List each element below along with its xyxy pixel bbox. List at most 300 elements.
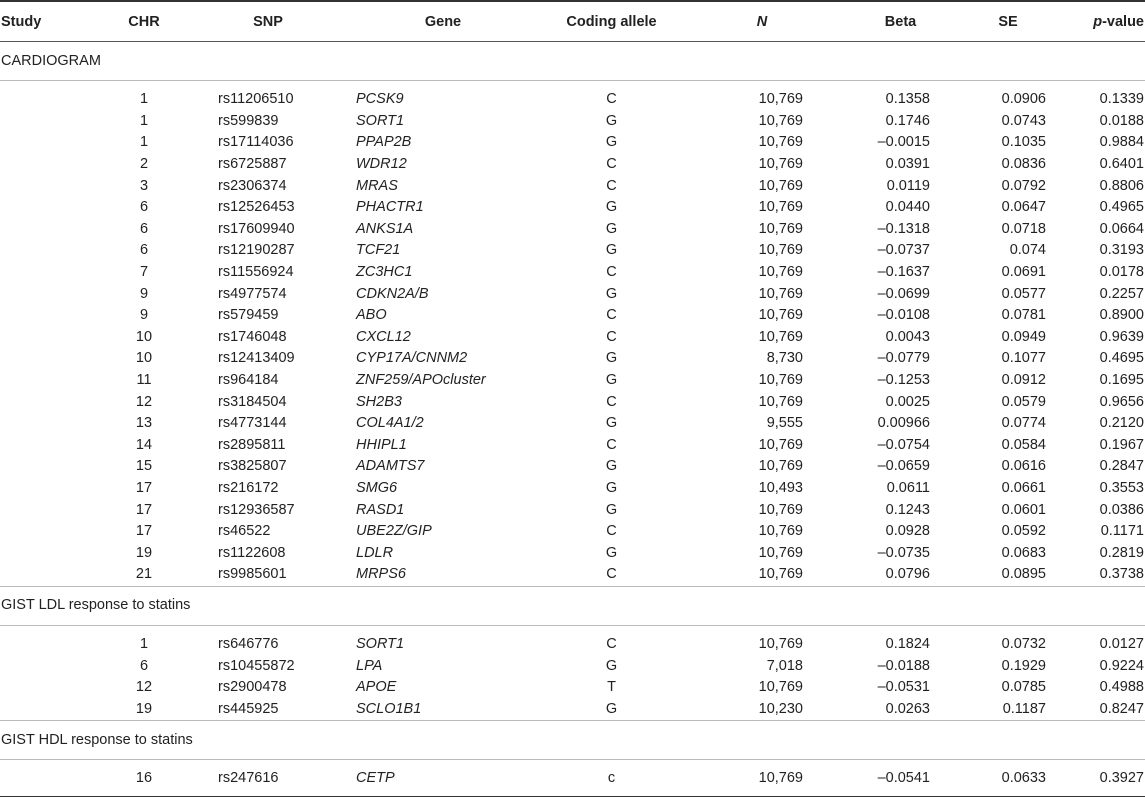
chr-cell: 16 — [100, 760, 188, 797]
snp-cell: rs2306374 — [218, 177, 287, 194]
table-row — [0, 564, 1145, 586]
se-cell: 0.0601 — [1001, 501, 1046, 518]
header-n: N — [685, 1, 839, 42]
coding-allele-cell: T — [607, 679, 616, 696]
chr-cell: 10 — [135, 350, 153, 367]
p-value-cell: 0.2120 — [1099, 415, 1144, 432]
coding-allele-cell: G — [605, 458, 618, 475]
chr-cell: 19 — [135, 700, 153, 717]
table-row — [0, 698, 1145, 720]
snp-cell: rs445925 — [218, 700, 279, 717]
snp-cell: rs2895811 — [218, 436, 286, 453]
se-cell: 0.074 — [1009, 242, 1046, 259]
gene-cell: TCF21 — [356, 242, 401, 259]
snp-cell: rs11556924 — [218, 264, 294, 281]
table-row — [0, 391, 1145, 413]
chr-cell: 19 — [135, 544, 153, 561]
table-row — [0, 111, 1145, 133]
gene-cell: CYP17A/CNNM2 — [356, 350, 468, 367]
snp-cell: rs646776 — [218, 635, 279, 652]
p-value-cell: 0.2257 — [1099, 285, 1144, 302]
gene-cell: COL4A1/2 — [356, 415, 424, 432]
gene-cell: PHACTR1 — [356, 199, 424, 216]
chr-cell: 17 — [135, 523, 153, 540]
gene-cell: CXCL12 — [356, 328, 411, 345]
study-cell — [0, 283, 100, 305]
n-cell: 10,230 — [758, 700, 803, 717]
se-cell: 0.0912 — [1001, 372, 1046, 389]
table-row — [0, 283, 1145, 305]
beta-cell: 0.0440 — [885, 199, 930, 216]
n-cell: 10,769 — [758, 156, 803, 173]
snp-cell: rs4773144 — [218, 415, 287, 432]
chr-cell: 6 — [139, 657, 149, 674]
table-row — [0, 499, 1145, 521]
table-row — [0, 240, 1145, 262]
chr-cell: 2 — [139, 156, 149, 173]
p-value-cell: 0.6401 — [1099, 156, 1144, 173]
gene-cell: PCSK9 — [356, 91, 404, 108]
beta-cell: 0.0043 — [885, 328, 930, 345]
snp-cell: rs10455872 — [218, 657, 295, 674]
p-value-cell: 0.4965 — [1099, 199, 1144, 216]
chr-cell: 1 — [139, 91, 149, 108]
study-cell — [0, 81, 100, 111]
n-cell: 10,769 — [758, 307, 803, 324]
chr-cell: 17 — [135, 501, 153, 518]
table-row — [0, 81, 1145, 111]
beta-cell: 0.0263 — [885, 700, 930, 717]
beta-cell: –0.0659 — [877, 458, 930, 475]
chr-cell: 7 — [139, 264, 149, 281]
p-value-cell: 0.9224 — [1099, 657, 1144, 674]
header-row — [0, 1, 1145, 42]
n-cell: 10,769 — [758, 523, 803, 540]
chr-cell: 12 — [135, 393, 153, 410]
n-cell: 10,769 — [758, 635, 803, 652]
chr-cell: 13 — [135, 415, 153, 432]
chr-cell: 6 — [139, 220, 149, 237]
snp-cell: rs12936587 — [218, 501, 295, 518]
se-cell: 0.0906 — [1001, 91, 1046, 108]
coding-allele-cell: G — [605, 242, 618, 259]
p-value-cell: 0.1695 — [1099, 372, 1144, 389]
p-value-cell: 0.0386 — [1099, 501, 1144, 518]
gene-cell: SH2B3 — [356, 393, 402, 410]
p-value-cell: 0.1967 — [1099, 436, 1144, 453]
coding-allele-cell: G — [605, 220, 618, 237]
n-cell: 10,769 — [758, 177, 803, 194]
coding-allele-cell: G — [605, 134, 618, 151]
p-value-cell: 0.0127 — [1099, 635, 1144, 652]
chr-cell: 15 — [135, 458, 153, 475]
coding-allele-cell: C — [606, 156, 617, 173]
se-cell: 0.0584 — [1001, 436, 1046, 453]
coding-allele-cell: C — [606, 566, 617, 583]
p-value-cell: 0.8806 — [1099, 177, 1144, 194]
study-cell — [0, 240, 100, 262]
section-row — [0, 42, 1145, 81]
gene-cell: WDR12 — [356, 156, 407, 173]
se-cell: 0.0781 — [1001, 307, 1046, 324]
snp-cell: rs12526453 — [218, 199, 295, 216]
coding-allele-cell: G — [605, 657, 618, 674]
study-cell — [0, 456, 100, 478]
se-cell: 0.0647 — [1001, 199, 1046, 216]
n-cell: 10,769 — [758, 458, 803, 475]
n-cell: 10,769 — [758, 679, 803, 696]
study-cell — [0, 219, 100, 241]
n-cell: 10,493 — [758, 479, 803, 496]
beta-cell: 0.0119 — [886, 177, 930, 194]
table-row — [0, 132, 1145, 154]
table-row — [0, 175, 1145, 197]
se-cell: 0.0616 — [1001, 458, 1046, 475]
p-value-cell: 0.2847 — [1099, 458, 1144, 475]
table-row — [0, 625, 1145, 655]
table-row — [0, 305, 1145, 327]
header-p-value — [1054, 1, 1145, 42]
study-cell — [0, 111, 100, 133]
study-cell — [0, 391, 100, 413]
table-row — [0, 219, 1145, 241]
beta-cell: –0.0015 — [877, 134, 930, 151]
p-value-cell: 0.1339 — [1099, 91, 1144, 108]
table-row — [0, 655, 1145, 677]
chr-cell: 14 — [135, 436, 153, 453]
table-row — [0, 197, 1145, 219]
chr-cell: 6 — [139, 199, 149, 216]
coding-allele-cell: c — [538, 760, 685, 797]
beta-cell: 0.0796 — [885, 566, 930, 583]
p-value-cell: 0.8900 — [1099, 307, 1144, 324]
table-row — [0, 370, 1145, 392]
se-cell: 0.0732 — [1001, 635, 1046, 652]
header-study: Study — [0, 1, 100, 42]
snp-cell: rs46522 — [218, 523, 271, 540]
table-row — [0, 154, 1145, 176]
study-cell — [0, 327, 100, 349]
study-cell — [0, 370, 100, 392]
header-p-suffix: -value — [1102, 13, 1144, 30]
beta-cell: 0.1824 — [885, 635, 930, 652]
snp-cell: rs2900478 — [218, 679, 287, 696]
n-cell: 10,769 — [758, 242, 803, 259]
chr-cell: 11 — [136, 372, 152, 389]
gene-cell: UBE2Z/GIP — [356, 523, 432, 540]
se-cell: 0.1187 — [1002, 700, 1046, 717]
p-value-cell: 0.9884 — [1099, 134, 1144, 151]
beta-cell: –0.1318 — [877, 220, 930, 237]
p-value-cell: 0.9656 — [1099, 393, 1144, 410]
header-snp: SNP — [188, 1, 348, 42]
table-row — [0, 677, 1145, 699]
study-cell — [0, 348, 100, 370]
se-cell: 0.0836 — [1001, 156, 1046, 173]
coding-allele-cell: G — [605, 372, 618, 389]
study-cell — [0, 677, 100, 699]
se-cell: 0.0785 — [1001, 679, 1046, 696]
snp-cell: rs17609940 — [218, 220, 295, 237]
se-cell: 0.0661 — [1001, 479, 1046, 496]
beta-cell: 0.0391 — [885, 156, 930, 173]
coding-allele-cell: G — [605, 285, 618, 302]
p-value-cell: 0.0188 — [1099, 112, 1144, 129]
n-cell: 8,730 — [766, 350, 803, 367]
table-row — [0, 542, 1145, 564]
beta-cell: 0.0611 — [886, 479, 930, 496]
study-cell — [0, 435, 100, 457]
coding-allele-cell: C — [606, 177, 617, 194]
gene-cell: CDKN2A/B — [356, 285, 429, 302]
header-p-prefix: p — [1093, 13, 1103, 30]
coding-allele-cell: C — [606, 264, 617, 281]
gene-cell: PPAP2B — [356, 134, 412, 151]
study-cell — [0, 478, 100, 500]
gene-cell: SORT1 — [356, 635, 405, 652]
gene-cell: SMG6 — [356, 479, 398, 496]
study-cell — [0, 413, 100, 435]
p-value-cell: 0.3738 — [1099, 566, 1144, 583]
coding-allele-cell: C — [606, 635, 617, 652]
study-cell — [0, 132, 100, 154]
table-body — [0, 42, 1145, 797]
se-cell: 0.0774 — [1001, 415, 1046, 432]
se-cell: 0.1929 — [1001, 657, 1046, 674]
study-cell — [0, 521, 100, 543]
snp-cell: rs599839 — [218, 112, 279, 129]
gene-cell: SCLO1B1 — [356, 700, 422, 717]
gene-cell: ANKS1A — [356, 220, 414, 237]
p-value-cell: 0.2819 — [1099, 544, 1144, 561]
beta-cell: –0.0737 — [877, 242, 930, 259]
beta-cell: 0.1746 — [885, 112, 930, 129]
study-cell — [0, 175, 100, 197]
beta-cell: 0.1358 — [885, 91, 930, 108]
snp-cell: rs6725887 — [218, 156, 287, 173]
beta-cell: –0.0699 — [877, 285, 930, 302]
se-cell: 0.0949 — [1001, 328, 1046, 345]
p-value-cell: 0.9639 — [1099, 328, 1144, 345]
gene-cell: ZC3HC1 — [356, 264, 413, 281]
table-row — [0, 478, 1145, 500]
study-cell — [0, 625, 100, 655]
gene-cell: APOE — [356, 679, 397, 696]
n-cell: 10,769 — [758, 285, 803, 302]
beta-cell: –0.0541 — [839, 760, 962, 797]
study-cell — [0, 499, 100, 521]
chr-cell: 17 — [135, 479, 153, 496]
beta-cell: –0.0735 — [877, 544, 930, 561]
se-cell: 0.1035 — [1001, 134, 1046, 151]
snp-cell: rs216172 — [218, 479, 279, 496]
beta-cell: 0.00966 — [877, 415, 930, 432]
chr-cell: 6 — [139, 242, 149, 259]
gene-cell: LPA — [356, 657, 383, 674]
p-value-cell: 0.4988 — [1099, 679, 1144, 696]
header-chr: CHR — [100, 1, 188, 42]
table-header — [0, 1, 1145, 42]
snp-cell: rs12190287 — [218, 242, 295, 259]
coding-allele-cell: C — [606, 307, 617, 324]
table-row — [0, 521, 1145, 543]
snp-cell: rs3825807 — [218, 458, 287, 475]
section-row — [0, 721, 1145, 760]
beta-cell: –0.1637 — [877, 264, 930, 281]
p-value-cell: 0.0178 — [1099, 264, 1144, 281]
study-cell — [0, 154, 100, 176]
beta-cell: –0.0779 — [877, 350, 930, 367]
header-beta: Beta — [839, 1, 962, 42]
table-row — [0, 262, 1145, 284]
snp-cell: rs12413409 — [218, 350, 295, 367]
p-value-cell: 0.1171 — [1100, 523, 1144, 540]
snp-cell: rs11206510 — [218, 91, 294, 108]
se-cell: 0.0633 — [962, 760, 1054, 797]
snp-cell: rs1746048 — [218, 328, 287, 345]
se-cell: 0.0577 — [1001, 285, 1046, 302]
table-row — [0, 435, 1145, 457]
coding-allele-cell: G — [605, 112, 618, 129]
se-cell: 0.0592 — [1001, 523, 1046, 540]
beta-cell: –0.1253 — [877, 372, 930, 389]
gene-cell: ADAMTS7 — [356, 458, 425, 475]
se-cell: 0.0718 — [1001, 220, 1046, 237]
n-cell: 10,769 — [758, 566, 803, 583]
study-cell — [0, 760, 100, 797]
beta-cell: –0.0108 — [877, 307, 930, 324]
coding-allele-cell: G — [605, 350, 618, 367]
study-cell — [0, 698, 100, 720]
gene-cell: SORT1 — [356, 112, 405, 129]
snp-cell: rs4977574 — [218, 285, 287, 302]
se-cell: 0.0743 — [1001, 112, 1046, 129]
snp-cell: rs964184 — [218, 372, 279, 389]
table-row — [0, 456, 1145, 478]
chr-cell: 9 — [139, 285, 149, 302]
table-row — [0, 327, 1145, 349]
n-cell: 10,769 — [758, 199, 803, 216]
gene-cell: ZNF259/APOcluster — [356, 372, 486, 389]
n-cell: 10,769 — [758, 264, 803, 281]
se-cell: 0.0895 — [1001, 566, 1046, 583]
header-gene: Gene — [348, 1, 538, 42]
gene-cell: ABO — [356, 307, 387, 324]
p-value-cell: 0.0664 — [1099, 220, 1144, 237]
study-cell — [0, 197, 100, 219]
n-cell: 10,769 — [685, 760, 839, 797]
chr-cell: 9 — [139, 307, 149, 324]
coding-allele-cell: C — [606, 328, 617, 345]
chr-cell: 1 — [139, 635, 149, 652]
coding-allele-cell: G — [605, 199, 618, 216]
coding-allele-cell: C — [606, 393, 617, 410]
n-cell: 10,769 — [758, 544, 803, 561]
table-row — [0, 760, 1145, 797]
coding-allele-cell: G — [605, 479, 618, 496]
p-value-cell: 0.3927 — [1054, 760, 1145, 797]
p-value-cell: 0.3553 — [1099, 479, 1144, 496]
p-value-cell: 0.4695 — [1099, 350, 1144, 367]
coding-allele-cell: G — [605, 700, 618, 717]
n-cell: 10,769 — [758, 393, 803, 410]
n-cell: 10,769 — [758, 134, 803, 151]
p-value-cell: 0.3193 — [1099, 242, 1144, 259]
snp-cell: rs247616 — [188, 760, 348, 797]
n-cell: 10,769 — [758, 112, 803, 129]
se-cell: 0.0683 — [1001, 544, 1046, 561]
snp-cell: rs17114036 — [218, 134, 294, 151]
study-cell — [0, 564, 100, 586]
chr-cell: 21 — [135, 566, 153, 583]
beta-cell: 0.0928 — [885, 523, 930, 540]
beta-cell: 0.1243 — [885, 501, 930, 518]
gene-cell: HHIPL1 — [356, 436, 407, 453]
chr-cell: 10 — [135, 328, 153, 345]
coding-allele-cell: G — [605, 501, 618, 518]
coding-allele-cell: G — [605, 544, 618, 561]
n-cell: 10,769 — [758, 501, 803, 518]
coding-allele-cell: G — [605, 415, 618, 432]
coding-allele-cell: C — [606, 436, 617, 453]
gene-cell: MRAS — [356, 177, 398, 194]
beta-cell: –0.0188 — [877, 657, 930, 674]
se-cell: 0.0691 — [1001, 264, 1046, 281]
n-cell: 10,769 — [758, 220, 803, 237]
n-cell: 10,769 — [758, 372, 803, 389]
table-row — [0, 413, 1145, 435]
n-cell: 7,018 — [766, 657, 803, 674]
se-cell: 0.0792 — [1001, 177, 1046, 194]
table-row — [0, 348, 1145, 370]
study-cell — [0, 305, 100, 327]
beta-cell: 0.0025 — [885, 393, 930, 410]
chr-cell: 1 — [139, 112, 149, 129]
chr-cell: 3 — [139, 177, 149, 194]
study-cell — [0, 262, 100, 284]
gene-cell: MRPS6 — [356, 566, 406, 583]
n-cell: 10,769 — [758, 91, 803, 108]
section-row — [0, 586, 1145, 625]
snp-cell: rs9985601 — [218, 566, 287, 583]
p-value-cell: 0.8247 — [1099, 700, 1144, 717]
header-coding-allele: Coding allele — [538, 1, 685, 42]
se-cell: 0.1077 — [1001, 350, 1046, 367]
study-cell — [0, 655, 100, 677]
chr-cell: 12 — [135, 679, 153, 696]
gene-cell: RASD1 — [356, 501, 405, 518]
snp-cell: rs1122608 — [218, 544, 286, 561]
beta-cell: –0.0754 — [877, 436, 930, 453]
gene-cell: CETP — [348, 760, 538, 797]
section-title: GIST HDL response to statins — [0, 721, 1145, 760]
se-cell: 0.0579 — [1001, 393, 1046, 410]
snp-cell: rs3184504 — [218, 393, 287, 410]
study-cell — [0, 542, 100, 564]
section-title: CARDIOGRAM — [0, 42, 1145, 81]
coding-allele-cell: C — [606, 523, 617, 540]
coding-allele-cell: C — [606, 91, 617, 108]
section-title: GIST LDL response to statins — [0, 586, 1145, 625]
gene-cell: LDLR — [356, 544, 394, 561]
n-cell: 9,555 — [766, 415, 803, 432]
beta-cell: –0.0531 — [877, 679, 930, 696]
snp-cell: rs579459 — [218, 307, 279, 324]
header-se: SE — [962, 1, 1054, 42]
n-cell: 10,769 — [758, 436, 803, 453]
n-cell: 10,769 — [758, 328, 803, 345]
chr-cell: 1 — [139, 134, 149, 151]
